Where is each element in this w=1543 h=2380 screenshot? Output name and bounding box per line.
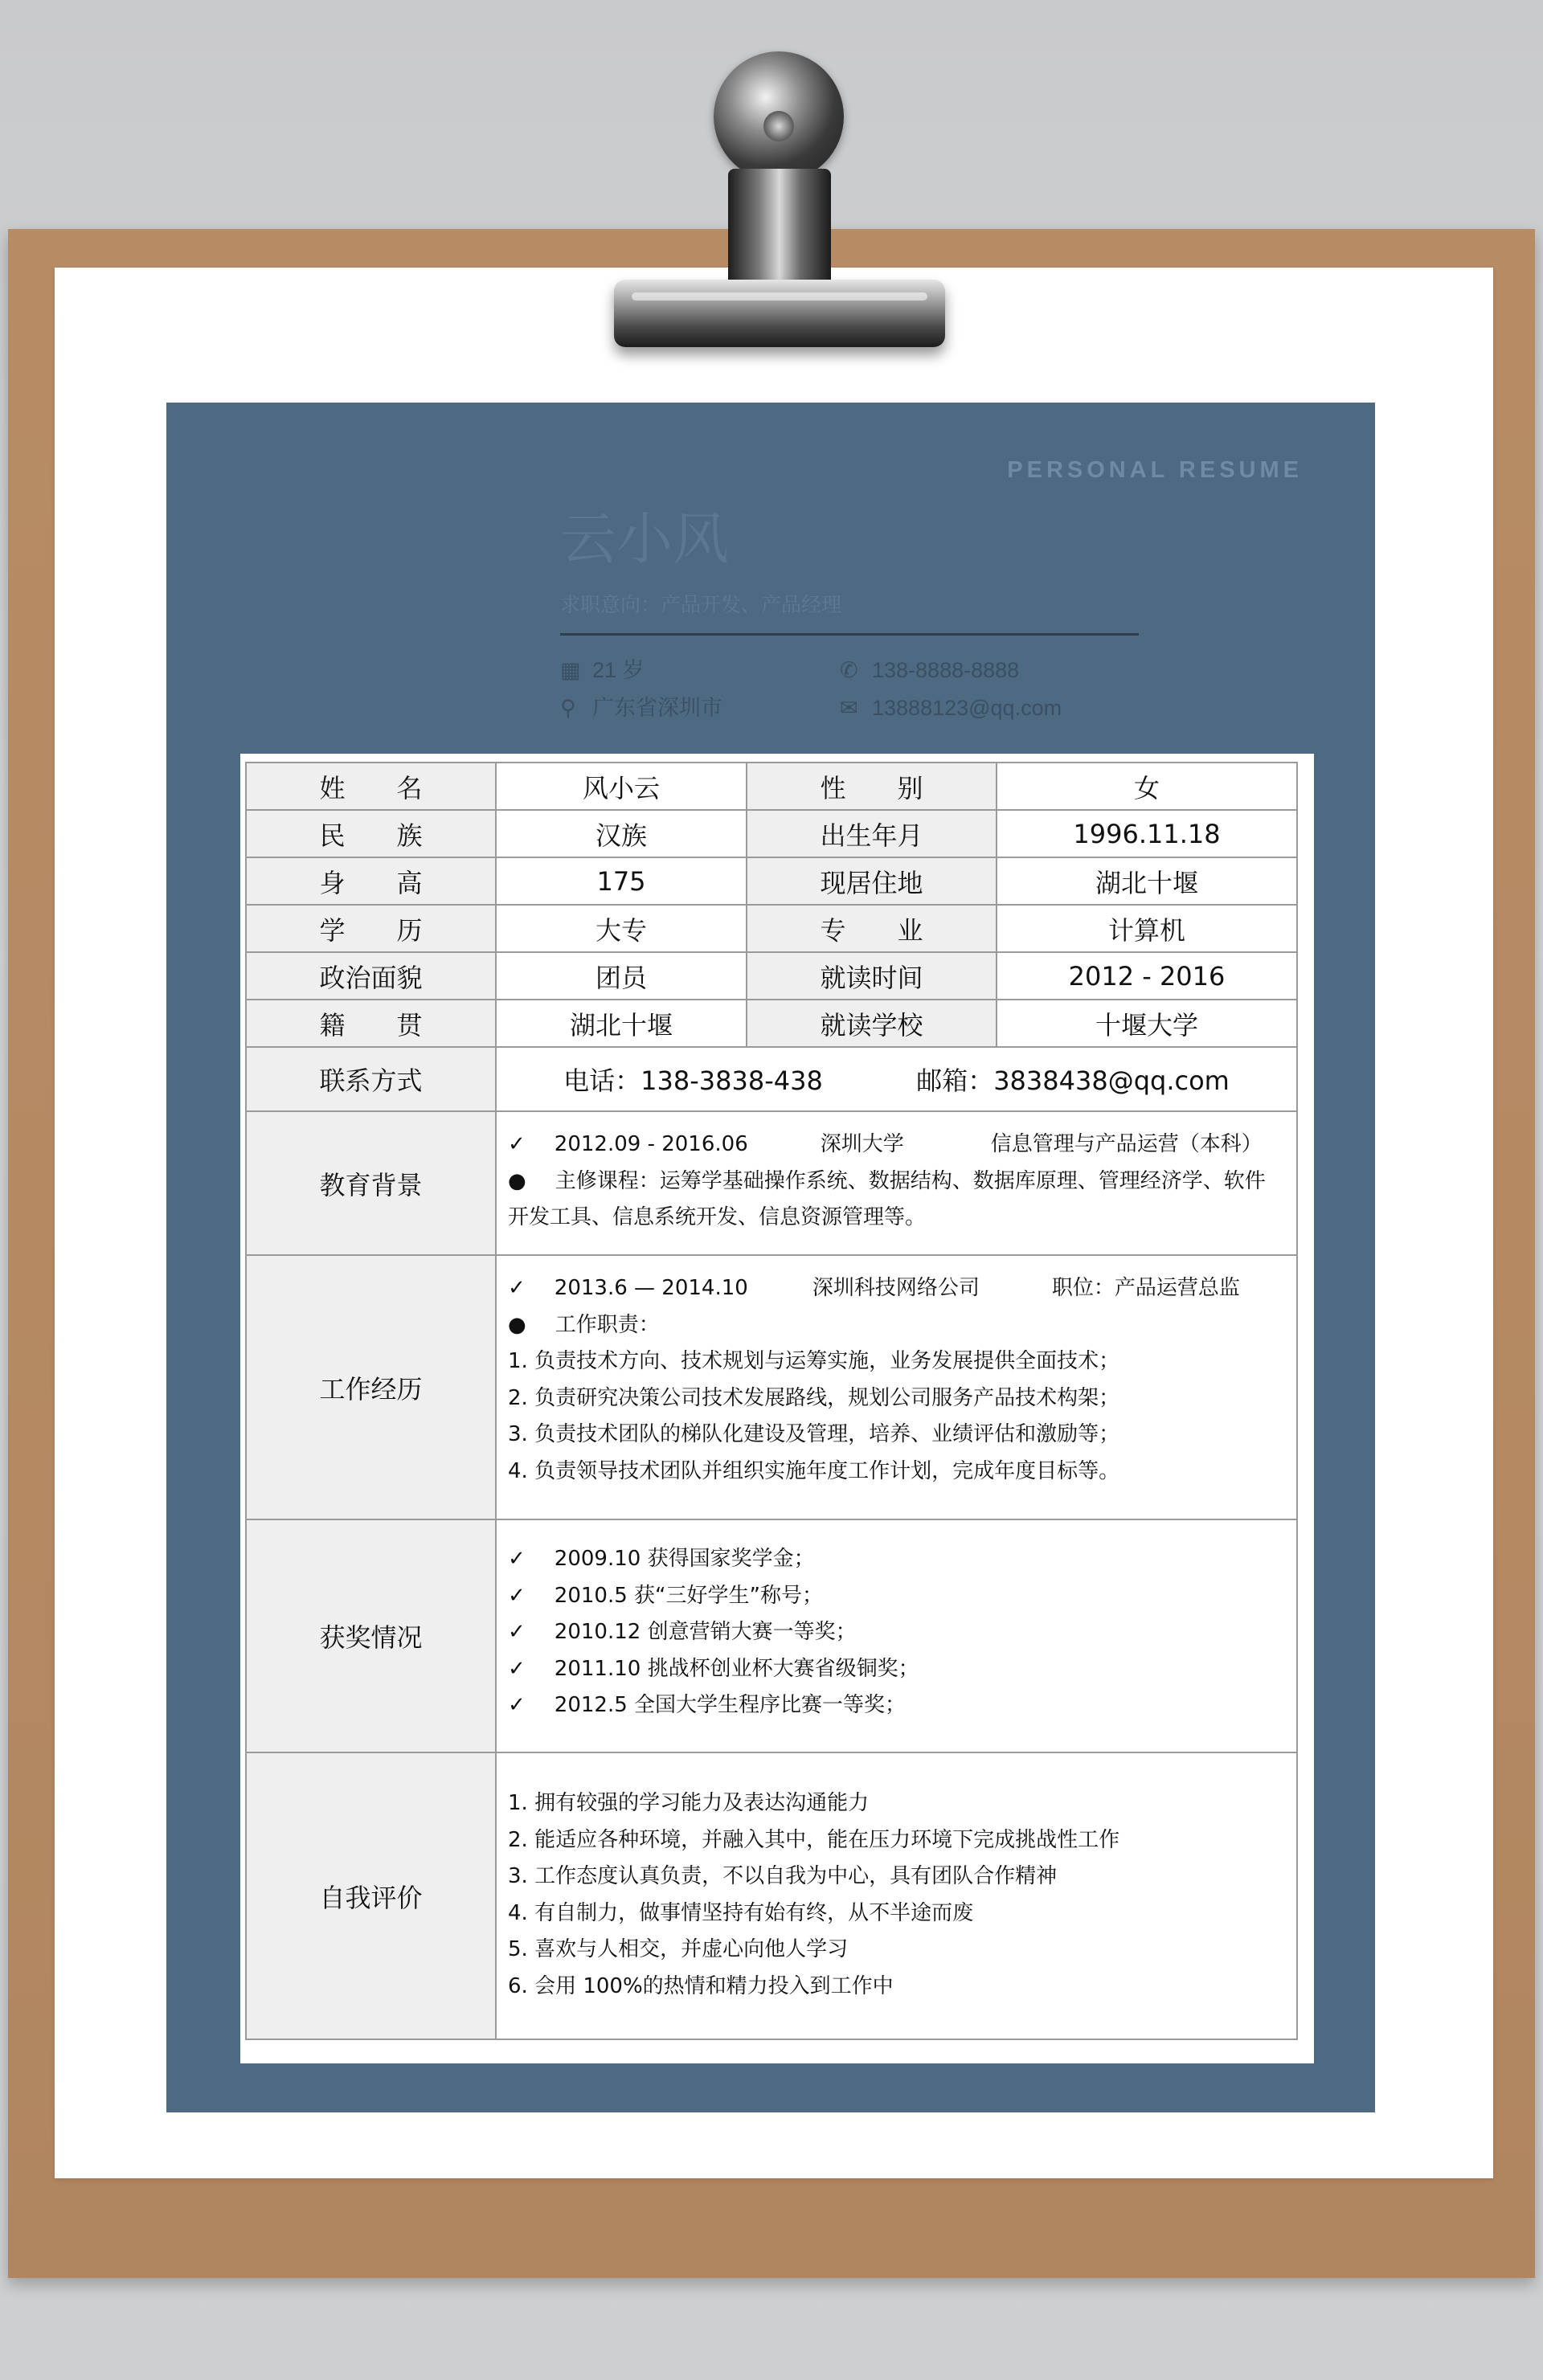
award-item: ✓ 2010.12 创意营销大赛一等奖；	[508, 1620, 857, 1644]
resume-panel	[166, 403, 1375, 2112]
award-item: ✓ 2012.5 全国大学生程序比赛一等奖；	[508, 1693, 907, 1717]
work-duty-item: 2. 负责研究决策公司技术发展路线，规划公司服务产品技术构架；	[508, 1385, 1120, 1410]
table-row	[246, 763, 1297, 810]
location-value: 广东省深圳市	[592, 696, 722, 720]
checkmark-icon: ✓	[508, 1276, 526, 1300]
award-item: ✓ 2010.5 获“三好学生”称号；	[508, 1583, 823, 1608]
political-value: 团员	[496, 952, 747, 1000]
work-position: 职位：产品运营总监	[1051, 1276, 1240, 1300]
phone-value: 138-8888-8888	[872, 658, 1020, 682]
height-value: 175	[496, 857, 747, 905]
gender-value: 女	[997, 763, 1297, 810]
contact-email: 邮箱：3838438@qq.com	[916, 1065, 1230, 1096]
work-company: 深圳科技网络公司	[812, 1276, 980, 1300]
name-value: 风小云	[496, 763, 747, 810]
gender-label: 性 别	[747, 763, 997, 810]
ethnicity-value: 汉族	[496, 810, 747, 857]
work-period: 2013.6 — 2014.10	[554, 1276, 748, 1300]
self-eval-section-label: 自我评价	[246, 1752, 496, 2039]
binder-clip-hole	[763, 111, 794, 141]
education-level-value: 大专	[496, 905, 747, 952]
table-row	[246, 1519, 1297, 1752]
ethnicity-label: 民 族	[246, 810, 496, 857]
checkmark-icon: ✓	[508, 1583, 526, 1608]
location-pin-icon: ⚲	[560, 696, 576, 720]
height-label: 身 高	[246, 857, 496, 905]
education-section-content	[496, 1111, 1297, 1255]
checkmark-icon: ✓	[508, 1693, 526, 1717]
work-duty-title: ● 工作职责：	[508, 1312, 660, 1337]
bullet-icon: ●	[508, 1312, 526, 1337]
education-courses-cont: 开发工具、信息系统开发、信息资源管理等。	[508, 1205, 927, 1229]
self-eval-item: 5. 喜欢与人相交，并虚心向他人学习	[508, 1937, 849, 1961]
hometown-value: 湖北十堰	[496, 1000, 747, 1047]
info-phone	[840, 656, 1019, 685]
study-period-value: 2012 - 2016	[997, 952, 1297, 1000]
self-eval-item: 6. 会用 100%的热情和精力投入到工作中	[508, 1973, 894, 1998]
major-value: 计算机	[997, 905, 1297, 952]
awards-section-content	[496, 1519, 1297, 1752]
table-row	[246, 952, 1297, 1000]
residence-value: 湖北十堰	[997, 857, 1297, 905]
work-duty-item: 3. 负责技术团队的梯队化建设及管理，培养、业绩评估和激励等；	[508, 1422, 1120, 1446]
education-section-label: 教育背景	[246, 1111, 496, 1255]
education-period: 2012.09 - 2016.06	[554, 1132, 748, 1156]
education-school: 深圳大学	[820, 1132, 904, 1156]
birth-value: 1996.11.18	[997, 810, 1297, 857]
education-level-label: 学 历	[246, 905, 496, 952]
work-duty-item: 4. 负责领导技术团队并组织实施年度工作计划，完成年度目标等。	[508, 1458, 1120, 1483]
award-item: ✓ 2009.10 获得国家奖学金；	[508, 1547, 815, 1571]
self-eval-section-content	[496, 1752, 1297, 2039]
table-row	[246, 1000, 1297, 1047]
self-eval-item: 1. 拥有较强的学习能力及表达沟通能力	[508, 1791, 870, 1815]
table-row	[246, 1111, 1297, 1255]
table-row	[246, 1047, 1297, 1111]
resume-table	[245, 762, 1298, 2040]
education-major: 信息管理与产品运营（本科）	[990, 1132, 1263, 1156]
info-location	[560, 693, 722, 722]
table-row	[246, 1752, 1297, 2039]
checkmark-icon: ✓	[508, 1656, 526, 1681]
job-intention: 求职意向：产品开发、产品经理	[560, 593, 842, 616]
self-eval-item: 3. 工作态度认真负责，不以自我为中心，具有团队合作精神	[508, 1864, 1058, 1888]
email-value: 13888123@qq.com	[872, 696, 1062, 720]
table-row	[246, 810, 1297, 857]
award-item: ✓ 2011.10 挑战杯创业杯大赛省级铜奖；	[508, 1656, 919, 1681]
info-age	[560, 656, 645, 685]
self-eval-item: 4. 有自制力，做事情坚持有始有终，从不半途而废	[508, 1900, 974, 1925]
education-entry	[508, 1127, 1288, 1163]
table-row	[246, 1255, 1297, 1519]
major-label: 专 业	[747, 905, 997, 952]
contact-phone: 电话：138-3838-438	[563, 1065, 823, 1096]
table-row	[246, 857, 1297, 905]
checkmark-icon: ✓	[508, 1620, 526, 1644]
school-value: 十堰大学	[997, 1000, 1297, 1047]
name-label: 姓 名	[246, 763, 496, 810]
calendar-icon: ▦	[560, 658, 581, 682]
education-courses: ● 主修课程：运筹学基础操作系统、数据结构、数据库原理、管理经济学、软件	[508, 1168, 1266, 1193]
school-label: 就读学校	[747, 1000, 997, 1047]
envelope-icon: ✉	[840, 696, 858, 720]
info-email	[840, 693, 1062, 722]
residence-label: 现居住地	[747, 857, 997, 905]
awards-section-label: 获奖情况	[246, 1519, 496, 1752]
age-value: 21 岁	[592, 658, 645, 682]
work-entry	[508, 1270, 1288, 1307]
candidate-name: 云小风	[560, 506, 729, 572]
phone-icon: ✆	[840, 658, 858, 682]
political-label: 政治面貌	[246, 952, 496, 1000]
checkmark-icon: ✓	[508, 1132, 526, 1156]
birth-label: 出生年月	[747, 810, 997, 857]
binder-clip-stem	[728, 169, 831, 289]
work-duty-item: 1. 负责技术方向、技术规划与运筹实施，业务发展提供全面技术；	[508, 1349, 1120, 1373]
self-eval-item: 2. 能适应各种环境，并融入其中，能在压力环境下完成挑战性工作	[508, 1827, 1120, 1852]
contact-label: 联系方式	[246, 1047, 496, 1111]
contact-value	[496, 1047, 1297, 1111]
work-section-content	[496, 1255, 1297, 1519]
work-section-label: 工作经历	[246, 1255, 496, 1519]
study-period-label: 就读时间	[747, 952, 997, 1000]
hometown-label: 籍 贯	[246, 1000, 496, 1047]
table-row	[246, 905, 1297, 952]
resume-english-title: PERSONAL RESUME	[1007, 457, 1303, 483]
binder-clip-base	[614, 280, 945, 347]
checkmark-icon: ✓	[508, 1547, 526, 1571]
bullet-icon: ●	[508, 1168, 526, 1193]
resume-table-card	[240, 754, 1314, 2063]
header-divider	[560, 633, 1139, 636]
